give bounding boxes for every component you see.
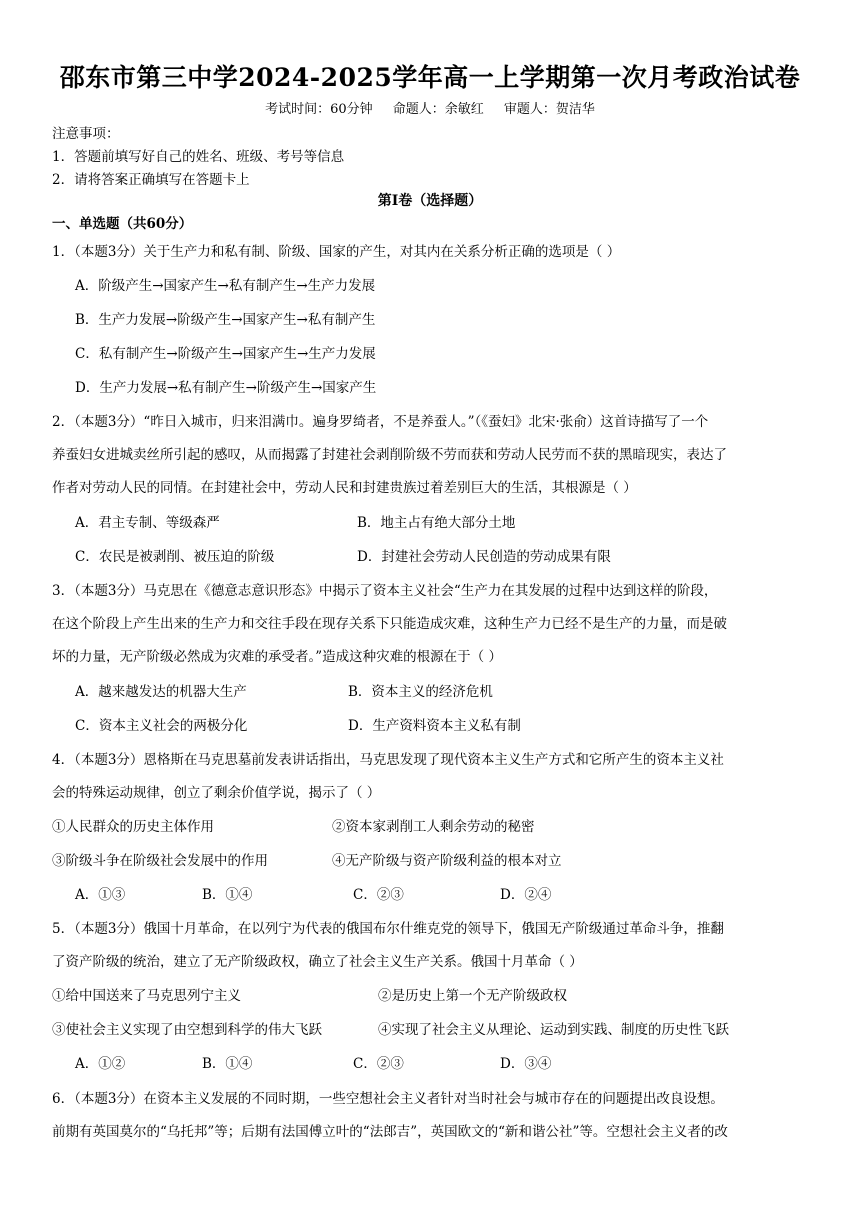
question-4-statement-1: ①人民群众的历史主体作用 (52, 819, 214, 835)
question-4-statement-4: ④无产阶级与资产阶级利益的根本对立 (332, 853, 562, 869)
question-4-statement-3: ③阶级斗争在阶级社会发展中的作用 (52, 853, 268, 869)
question-2-option-b: B．地主占有绝大部分土地 (357, 515, 516, 531)
question-1-option-c: C．私有制产生→阶级产生→国家产生→生产力发展 (75, 346, 376, 362)
exam-time: 考试时间：60分钟 (265, 102, 373, 117)
question-4-option-c: C．②③ (353, 887, 404, 903)
question-5-stem-line: 了资产阶级的统治，建立了无产阶级政权，确立了社会主义生产关系。俄国十月革命（ ） (52, 954, 583, 970)
exam-info (0, 98, 860, 117)
exam-author: 命题人：余敏红 (392, 102, 484, 117)
question-2-stem-line: 作者对劳动人民的同情。在封建社会中，劳动人民和封建贵族过着差别巨大的生活，其根源是（ ） (52, 480, 637, 496)
question-4-stem-line: 4．（本题3分）恩格斯在马克思墓前发表讲话指出，马克思发现了现代资本主义生产方式和它所产生的资本主义社 (52, 752, 724, 768)
question-5-statement-3: ③使社会主义实现了由空想到科学的伟大飞跃 (52, 1022, 322, 1038)
question-1-option-a: A．阶级产生→国家产生→私有制产生→生产力发展 (75, 278, 376, 294)
question-4-statement-2: ②资本家剥削工人剩余劳动的秘密 (332, 819, 535, 835)
question-3-option-b: B．资本主义的经济危机 (348, 684, 493, 700)
question-4-option-d: D．②④ (500, 887, 552, 903)
question-5-option-a: A．①② (75, 1056, 126, 1072)
question-2-option-a: A．君主专制、等级森严 (75, 515, 220, 531)
note-item: 2．请将答案正确填写在答题卡上 (52, 172, 250, 188)
question-2-stem-line: 养蚕妇女进城卖丝所引起的感叹，从而揭露了封建社会剥削阶级不劳而获和劳动人民劳而不获的黑暗现实，表达了 (52, 447, 727, 463)
exam-reviewer: 审题人：贺洁华 (503, 102, 595, 117)
question-5-stem-line: 5．（本题3分）俄国十月革命，在以列宁为代表的俄国布尔什维克党的领导下，俄国无产阶级通过革命斗争，推翻 (52, 921, 724, 937)
question-4-option-b: B．①④ (202, 887, 253, 903)
question-3-stem-line: 坏的力量，无产阶级必然成为灾难的承受者。”造成这种灾难的根源在于（ ） (52, 649, 502, 665)
question-3-stem-line: 3．（本题3分）马克思在《德意志意识形态》中揭示了资本主义社会“生产力在其发展的过程中达到这样的阶段， (52, 583, 718, 599)
question-1-option-b: B．生产力发展→阶级产生→国家产生→私有制产生 (75, 312, 376, 328)
question-4-stem-line: 会的特殊运动规律，创立了剩余价值学说，揭示了（ ） (52, 785, 381, 801)
question-5-option-d: D．③④ (500, 1056, 552, 1072)
section-title: 一、单选题（共60分） (52, 216, 193, 232)
question-5-statement-1: ①给中国送来了马克思列宁主义 (52, 988, 241, 1004)
question-5-option-b: B．①④ (202, 1056, 253, 1072)
question-5-statement-2: ②是历史上第一个无产阶级政权 (378, 988, 567, 1004)
note-item: 1．答题前填写好自己的姓名、班级、考号等信息 (52, 149, 345, 165)
question-3-option-d: D．生产资料资本主义私有制 (348, 718, 521, 734)
notes-heading: 注意事项： (52, 126, 120, 142)
question-6-stem-line: 6．（本题3分）在资本主义发展的不同时期，一些空想社会主义者针对当时社会与城市存在的问题提出改良设想。 (52, 1091, 724, 1107)
question-3-option-a: A．越来越发达的机器大生产 (75, 684, 247, 700)
question-2-option-d: D．封建社会劳动人民创造的劳动成果有限 (357, 549, 611, 565)
question-5-statement-4: ④实现了社会主义从理论、运动到实践、制度的历史性飞跃 (378, 1022, 729, 1038)
question-5-option-c: C．②③ (353, 1056, 404, 1072)
question-6-stem-line: 前期有英国莫尔的“乌托邦”等；后期有法国傅立叶的“法郎吉”，英国欧文的“新和谐公社”等。空想社会主义者的改 (52, 1124, 728, 1140)
question-4-option-a: A．①③ (75, 887, 126, 903)
question-1-option-d: D．生产力发展→私有制产生→阶级产生→国家产生 (75, 380, 377, 396)
question-2-option-c: C．农民是被剥削、被压迫的阶级 (75, 549, 275, 565)
question-3-option-c: C．资本主义社会的两极分化 (75, 718, 248, 734)
question-1-stem: 1．（本题3分）关于生产力和私有制、阶级、国家的产生，对其内在关系分析正确的选项是（ ） (52, 244, 621, 260)
exam-title: 邵东市第三中学2024-2025学年高一上学期第一次月考政治试卷 (59, 63, 801, 92)
question-2-stem-line: 2．（本题3分）“昨日入城市，归来泪满巾。遍身罗绮者，不是养蚕人。”（《蚕妇》北宋·张俞）这首诗描写了一个 (52, 414, 709, 430)
question-3-stem-line: 在这个阶段上产生出来的生产力和交往手段在现存关系下只能造成灾难，这种生产力已经不是生产的力量，而是破 (52, 616, 727, 632)
part-title: 第I卷（选择题） (377, 193, 483, 209)
